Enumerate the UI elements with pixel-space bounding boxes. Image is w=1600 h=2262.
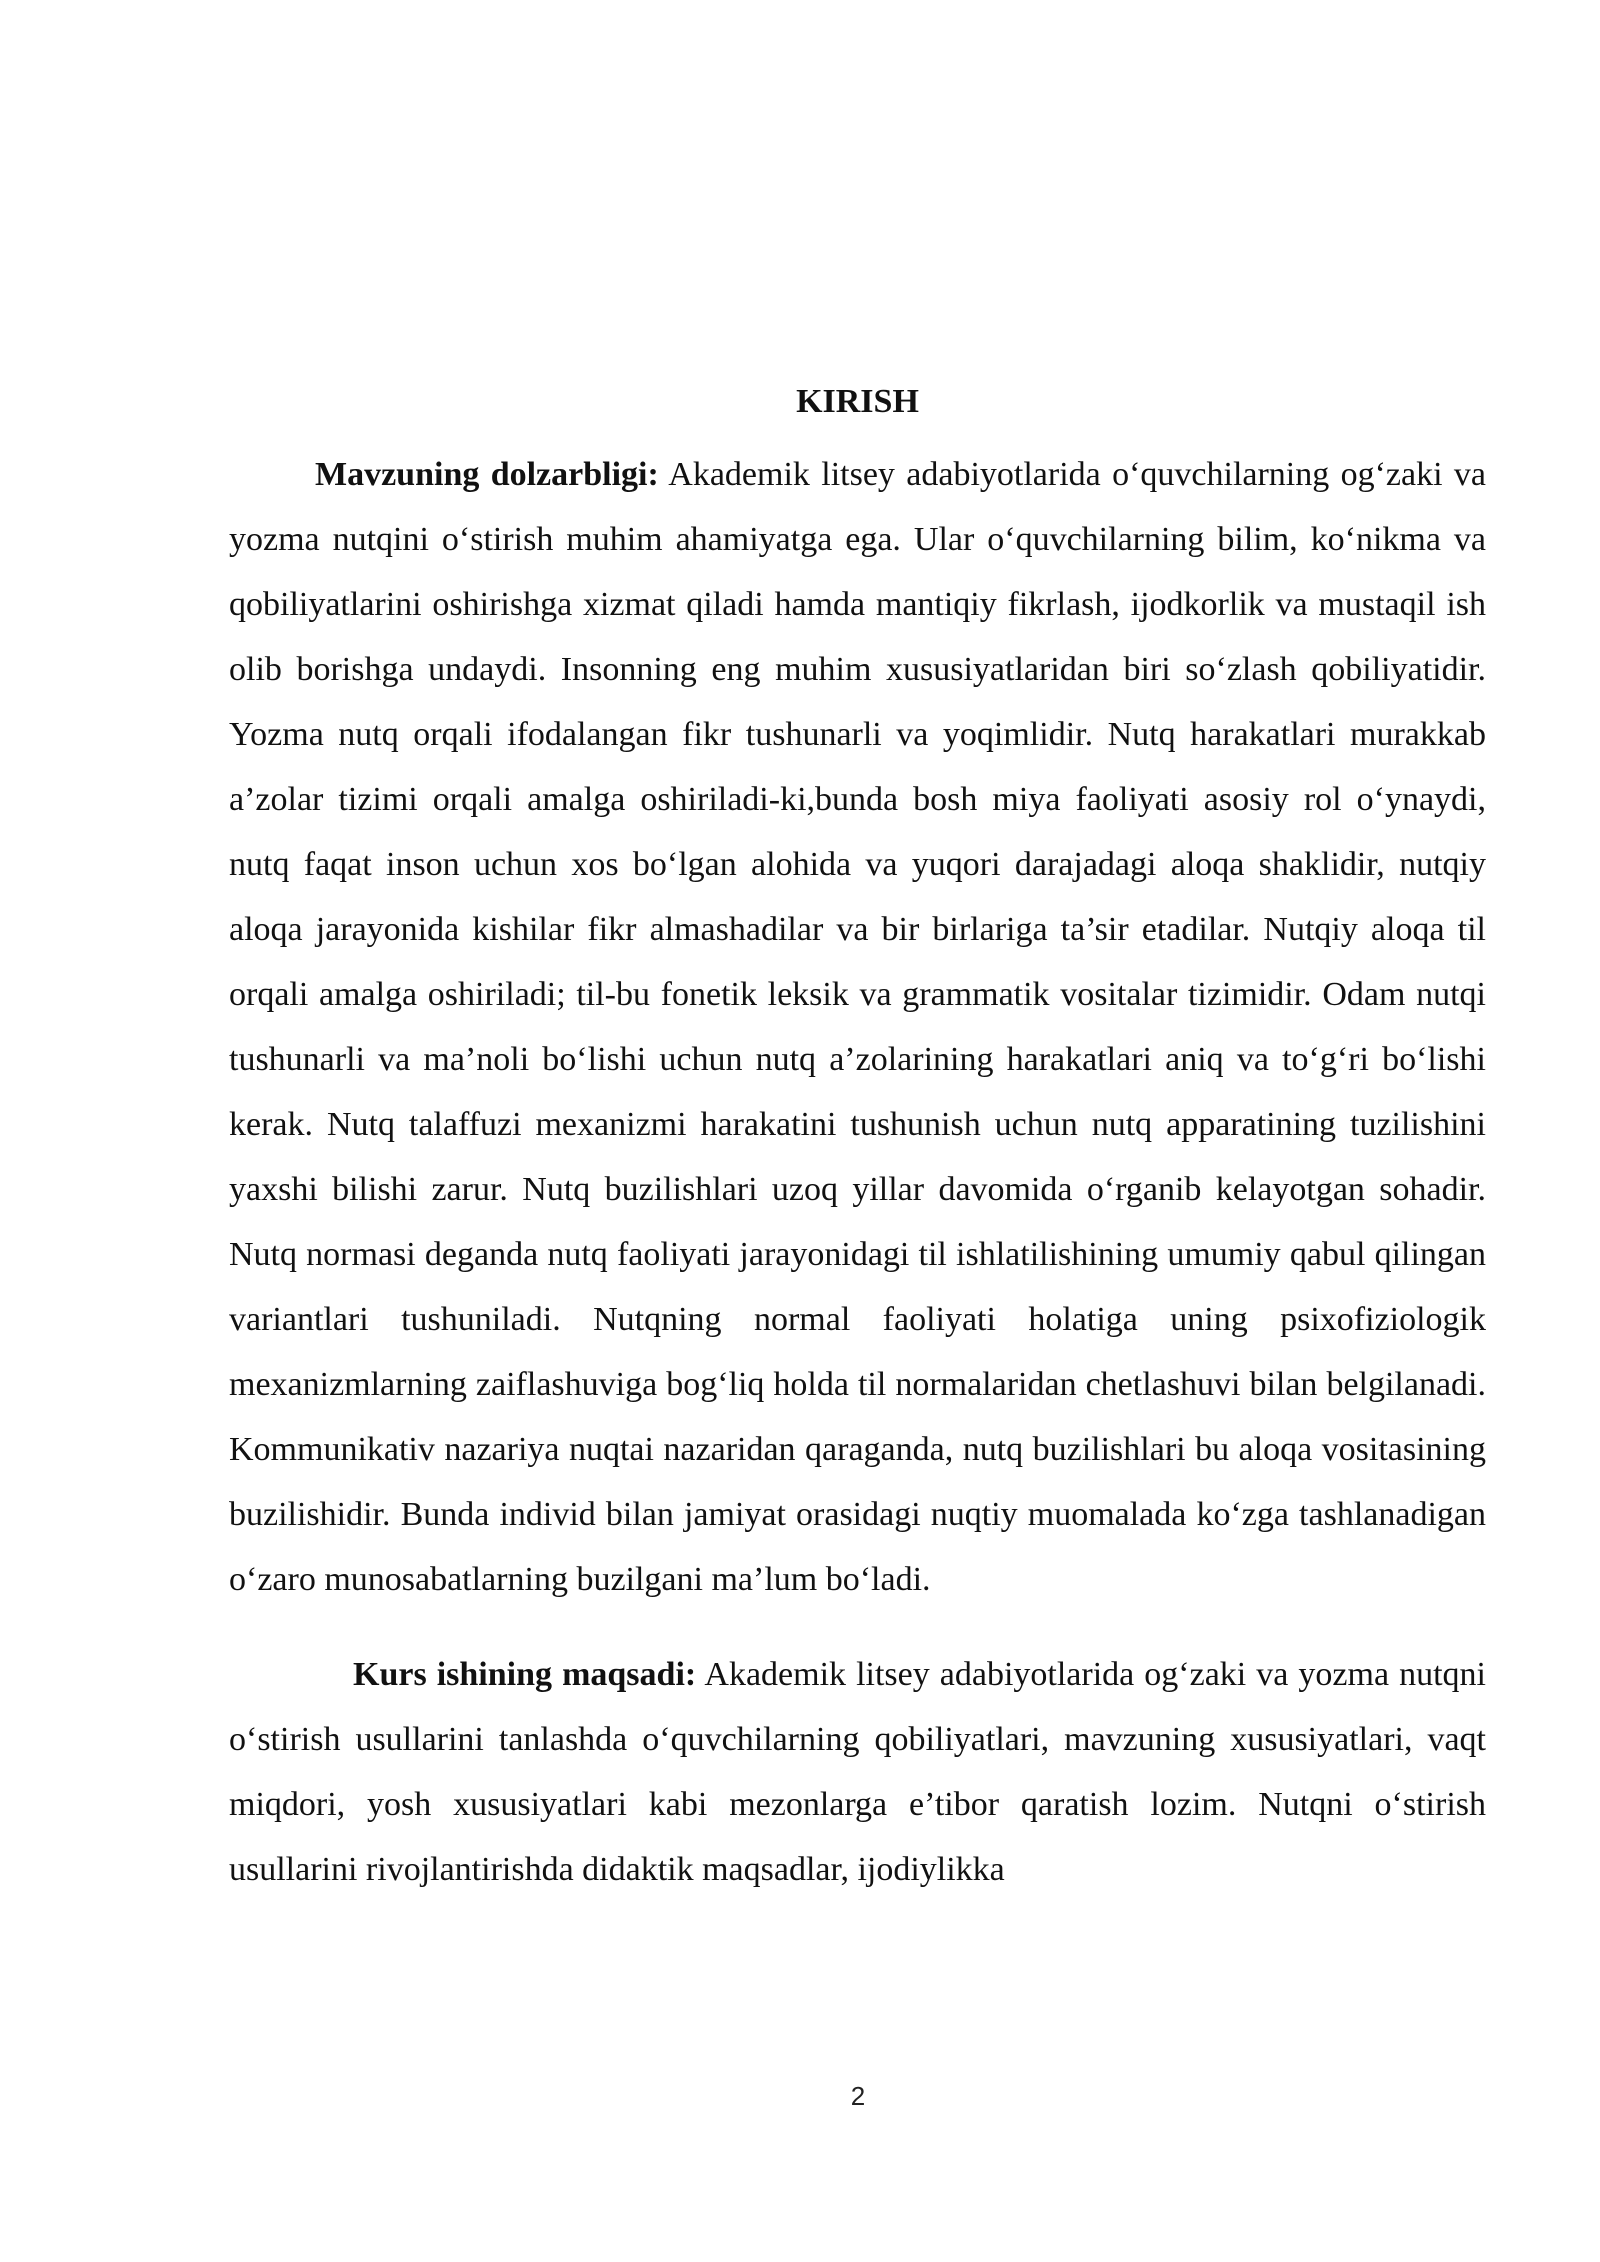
section-heading: KIRISH [796,383,919,420]
paragraph-lead: Mavzuning dolzarbligi: [315,456,659,493]
paragraph-lead: Kurs ishining maqsadi: [353,1656,697,1693]
paragraph-relevance [229,442,1486,1612]
paragraph-text: Akademik litsey adabiyotlarida og‘zaki va yozma nutqni o‘stirish usullarini tanlashda o‘quvchilarning qobiliyatlari, mavzuning xususiyatlari, vaqt miqdori, yosh xususiyatlari kabi mezonlarga e’tibor qaratish lozim. Nutqni o‘stirish usullarini rivojlantirishda didaktik maqsadlar, ijodiylikka [229,1656,1486,1888]
paragraph-goal [229,1642,1486,1902]
page-number: 2 [850,2081,866,2111]
paragraph-text: Akademik litsey adabiyotlarida o‘quvchilarning og‘zaki va yozma nutqini o‘stirish muhim ahamiyatga ega. Ular o‘quvchilarning bilim, ko‘nikma va qobiliyatlarini oshirishga xizmat qiladi hamda mantiqiy fikrlash, ijodkorlik va mustaqil ish olib borishga undaydi. Insonning eng muhim xususiyatlaridan biri so‘zlash qobiliyatidir. Yozma nutq orqali ifodalangan fikr tushunarli va yoqimlidir. Nutq harakatlari murakkab a’zolar tizimi orqali amalga oshiriladi-ki,bunda bosh miya faoliyati asosiy rol o‘ynaydi, nutq faqat inson uchun xos bo‘lgan alohida va yuqori darajadagi aloqa shaklidir, nutqiy aloqa jarayonida kishilar fikr almashadilar va bir birlariga ta’sir etadilar. Nutqiy aloqa til orqali amalga oshiriladi; til-bu fonetik leksik va grammatik vositalar tizimidir. Odam nutqi tushunarli va ma’noli bo‘lishi uchun nutq a’zolarining harakatlari aniq va to‘g‘ri bo‘lishi kerak. Nutq talaffuzi mexanizmi harakatini tushunish uchun nutq apparatining tuzilishini yaxshi bilishi zarur. Nutq buzilishlari uzoq yillar davomida o‘rganib kelayotgan sohadir. Nutq normasi deganda nutq faoliyati jarayonidagi til ishlatilishining umumiy qabul qilingan variantlari tushuniladi. Nutqning normal faoliyati holatiga uning psixofiziologik mexanizmlarning zaiflashuviga bog‘liq holda til normalaridan chetlashuvi bilan belgilanadi. Kommunikativ nazariya nuqtai nazaridan qaraganda, nutq buzilishlari bu aloqa vositasining buzilishidir. Bunda individ bilan jamiyat orasidagi nuqtiy muomalada ko‘zga tashlanadigan o‘zaro munosabatlarning buzilgani ma’lum bo‘ladi. [229,456,1486,1598]
page-content [229,378,1486,1902]
